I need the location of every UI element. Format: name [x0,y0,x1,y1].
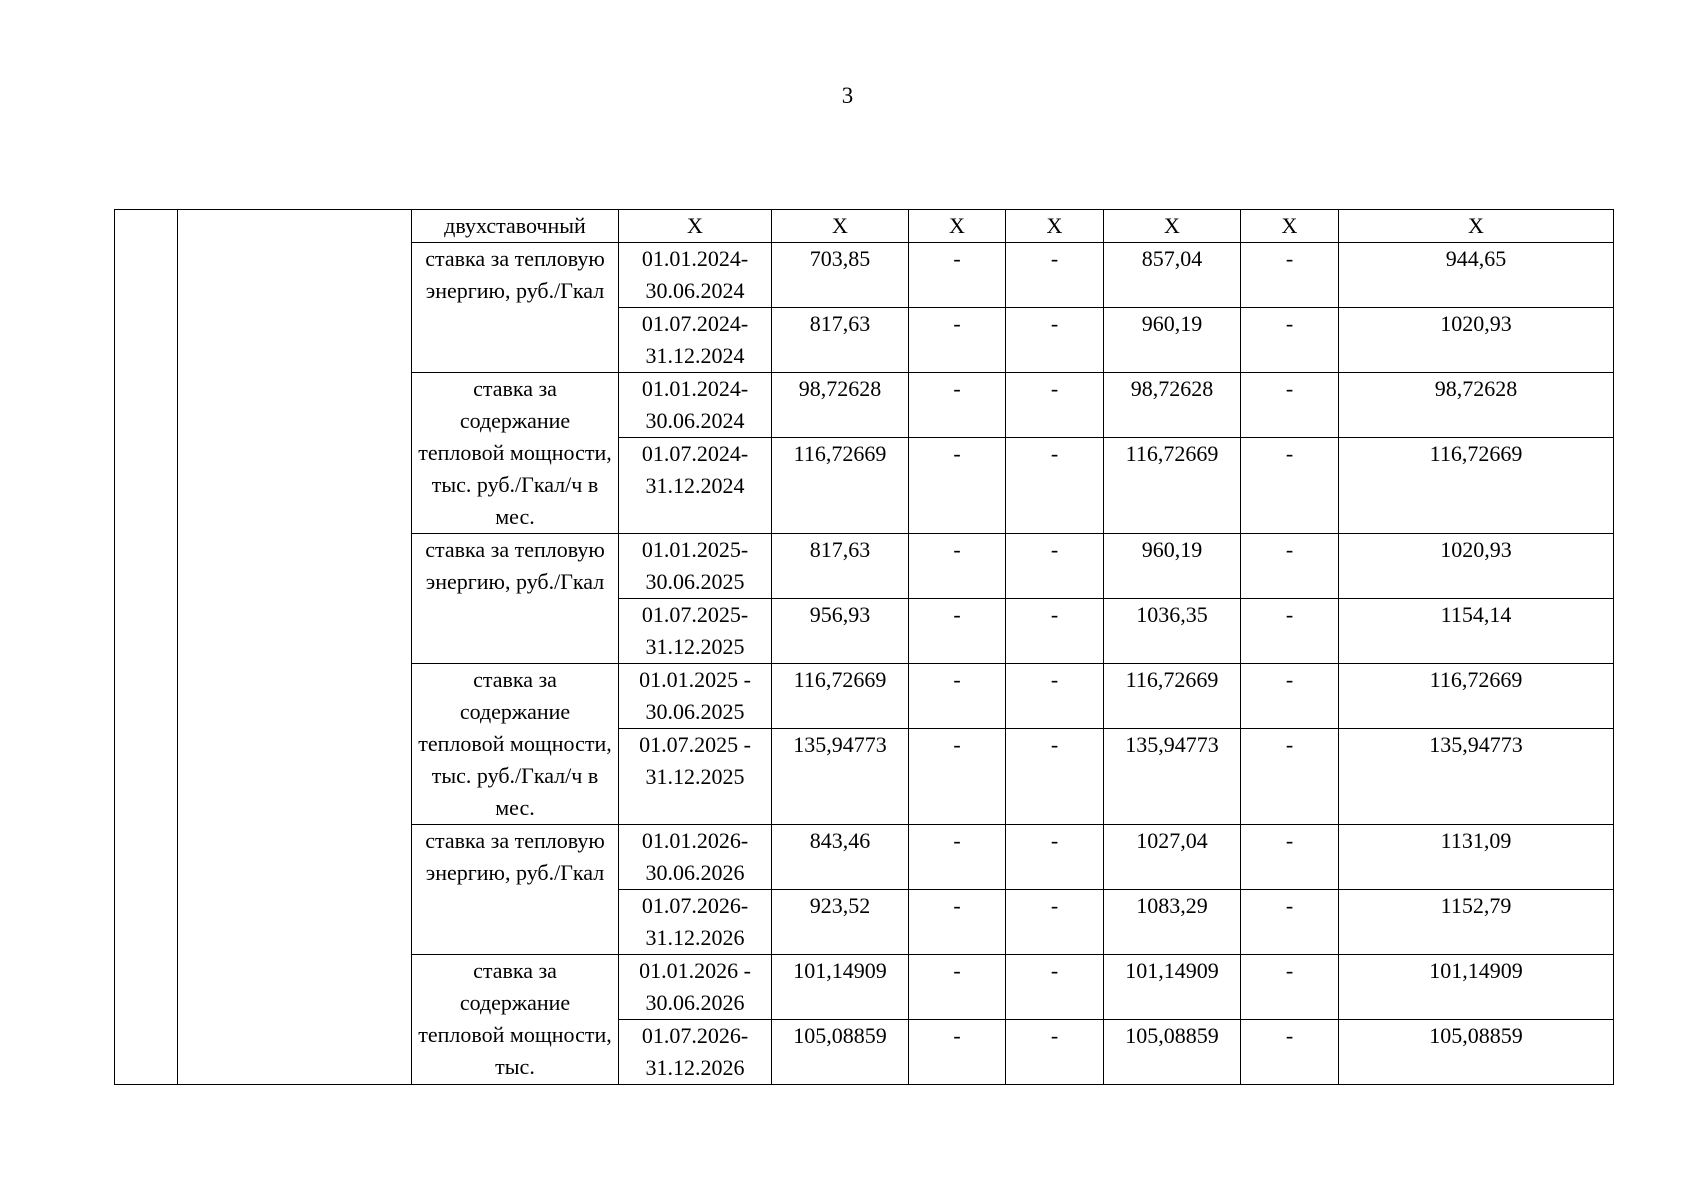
value-cell: 944,65 [1339,243,1614,308]
value-cell: - [909,664,1006,729]
value-cell: - [1006,308,1104,373]
value-cell: 116,72669 [1104,664,1241,729]
value-cell: 116,72669 [1339,664,1614,729]
value-cell: - [1006,534,1104,599]
header-x-cell: Х [1339,210,1614,243]
value-cell: 817,63 [772,534,909,599]
value-cell: 1020,93 [1339,534,1614,599]
value-cell: 101,14909 [1104,955,1241,1020]
value-cell: 98,72628 [1339,373,1614,438]
value-cell: - [909,438,1006,534]
value-cell: - [1006,955,1104,1020]
header-x-cell: Х [772,210,909,243]
tariff-table [114,209,1614,1085]
value-cell: 857,04 [1104,243,1241,308]
value-cell: - [909,599,1006,664]
period-cell: 01.01.2026 - 30.06.2026 [619,955,772,1020]
blank-cell-1 [115,210,178,1085]
table-body [115,210,1614,1085]
value-cell: - [909,1020,1006,1085]
value-cell: 956,93 [772,599,909,664]
value-cell: 101,14909 [772,955,909,1020]
value-cell: - [1006,599,1104,664]
value-cell: - [1006,664,1104,729]
value-cell: 1027,04 [1104,825,1241,890]
value-cell: 116,72669 [1104,438,1241,534]
value-cell: - [1241,599,1339,664]
value-cell: - [1241,373,1339,438]
value-cell: 703,85 [772,243,909,308]
value-cell: 817,63 [772,308,909,373]
value-cell: - [1241,729,1339,825]
value-cell: 960,19 [1104,534,1241,599]
value-cell: - [1006,1020,1104,1085]
value-cell: - [909,373,1006,438]
rate-label-cell: ставка за содержание тепловой мощности, тыс. [412,955,619,1085]
value-cell: - [1006,729,1104,825]
period-cell: 01.07.2024-31.12.2024 [619,438,772,534]
value-cell: 1083,29 [1104,890,1241,955]
value-cell: 116,72669 [772,438,909,534]
value-cell: - [1241,825,1339,890]
value-cell: - [1241,955,1339,1020]
period-cell: 01.07.2025-31.12.2025 [619,599,772,664]
header-x-cell: Х [1104,210,1241,243]
value-cell: - [909,890,1006,955]
value-cell: - [909,534,1006,599]
header-x-cell: Х [1241,210,1339,243]
rate-label-cell: ставка за тепловую энергию, руб./Гкал [412,825,619,955]
value-cell: 135,94773 [772,729,909,825]
value-cell: 960,19 [1104,308,1241,373]
value-cell: 105,08859 [1104,1020,1241,1085]
header-row [115,210,1614,243]
value-cell: - [1241,890,1339,955]
rate-label-cell: ставка за тепловую энергию, руб./Гкал [412,534,619,664]
header-x-cell: Х [1006,210,1104,243]
value-cell: - [909,243,1006,308]
period-cell: 01.01.2026-30.06.2026 [619,825,772,890]
value-cell: 116,72669 [772,664,909,729]
header-x-cell: Х [909,210,1006,243]
value-cell: 1154,14 [1339,599,1614,664]
value-cell: 116,72669 [1339,438,1614,534]
value-cell: - [1006,243,1104,308]
period-cell: 01.07.2024-31.12.2024 [619,308,772,373]
value-cell: - [1006,373,1104,438]
value-cell: - [1241,308,1339,373]
value-cell: - [909,729,1006,825]
period-cell: 01.07.2025 - 31.12.2025 [619,729,772,825]
value-cell: 98,72628 [772,373,909,438]
value-cell: - [1006,438,1104,534]
value-cell: - [1241,664,1339,729]
blank-cell-2 [178,210,412,1085]
value-cell: 1036,35 [1104,599,1241,664]
value-cell: 135,94773 [1339,729,1614,825]
value-cell: - [909,955,1006,1020]
value-cell: - [1006,890,1104,955]
page-number: 3 [841,83,854,108]
value-cell: - [1241,534,1339,599]
period-cell: 01.07.2026-31.12.2026 [619,1020,772,1085]
tariff-type-cell: двухставочный [412,210,619,243]
period-cell: 01.07.2026-31.12.2026 [619,890,772,955]
value-cell: 923,52 [772,890,909,955]
rate-label-cell: ставка за тепловую энергию, руб./Гкал [412,243,619,373]
rate-label-cell: ставка за содержание тепловой мощности, тыс. руб./Гкал/ч в мес. [412,664,619,825]
value-cell: 1131,09 [1339,825,1614,890]
period-cell: 01.01.2025 - 30.06.2025 [619,664,772,729]
header-x-cell: Х [619,210,772,243]
value-cell: 105,08859 [772,1020,909,1085]
value-cell: 105,08859 [1339,1020,1614,1085]
value-cell: 1020,93 [1339,308,1614,373]
value-cell: 135,94773 [1104,729,1241,825]
value-cell: - [909,308,1006,373]
period-cell: 01.01.2025-30.06.2025 [619,534,772,599]
value-cell: 1152,79 [1339,890,1614,955]
value-cell: 98,72628 [1104,373,1241,438]
period-cell: 01.01.2024-30.06.2024 [619,243,772,308]
value-cell: - [1006,825,1104,890]
value-cell: - [909,825,1006,890]
rate-label-cell: ставка за содержание тепловой мощности, тыс. руб./Гкал/ч в мес. [412,373,619,534]
value-cell: - [1241,438,1339,534]
value-cell: - [1241,243,1339,308]
period-cell: 01.01.2024-30.06.2024 [619,373,772,438]
value-cell: - [1241,1020,1339,1085]
value-cell: 101,14909 [1339,955,1614,1020]
value-cell: 843,46 [772,825,909,890]
